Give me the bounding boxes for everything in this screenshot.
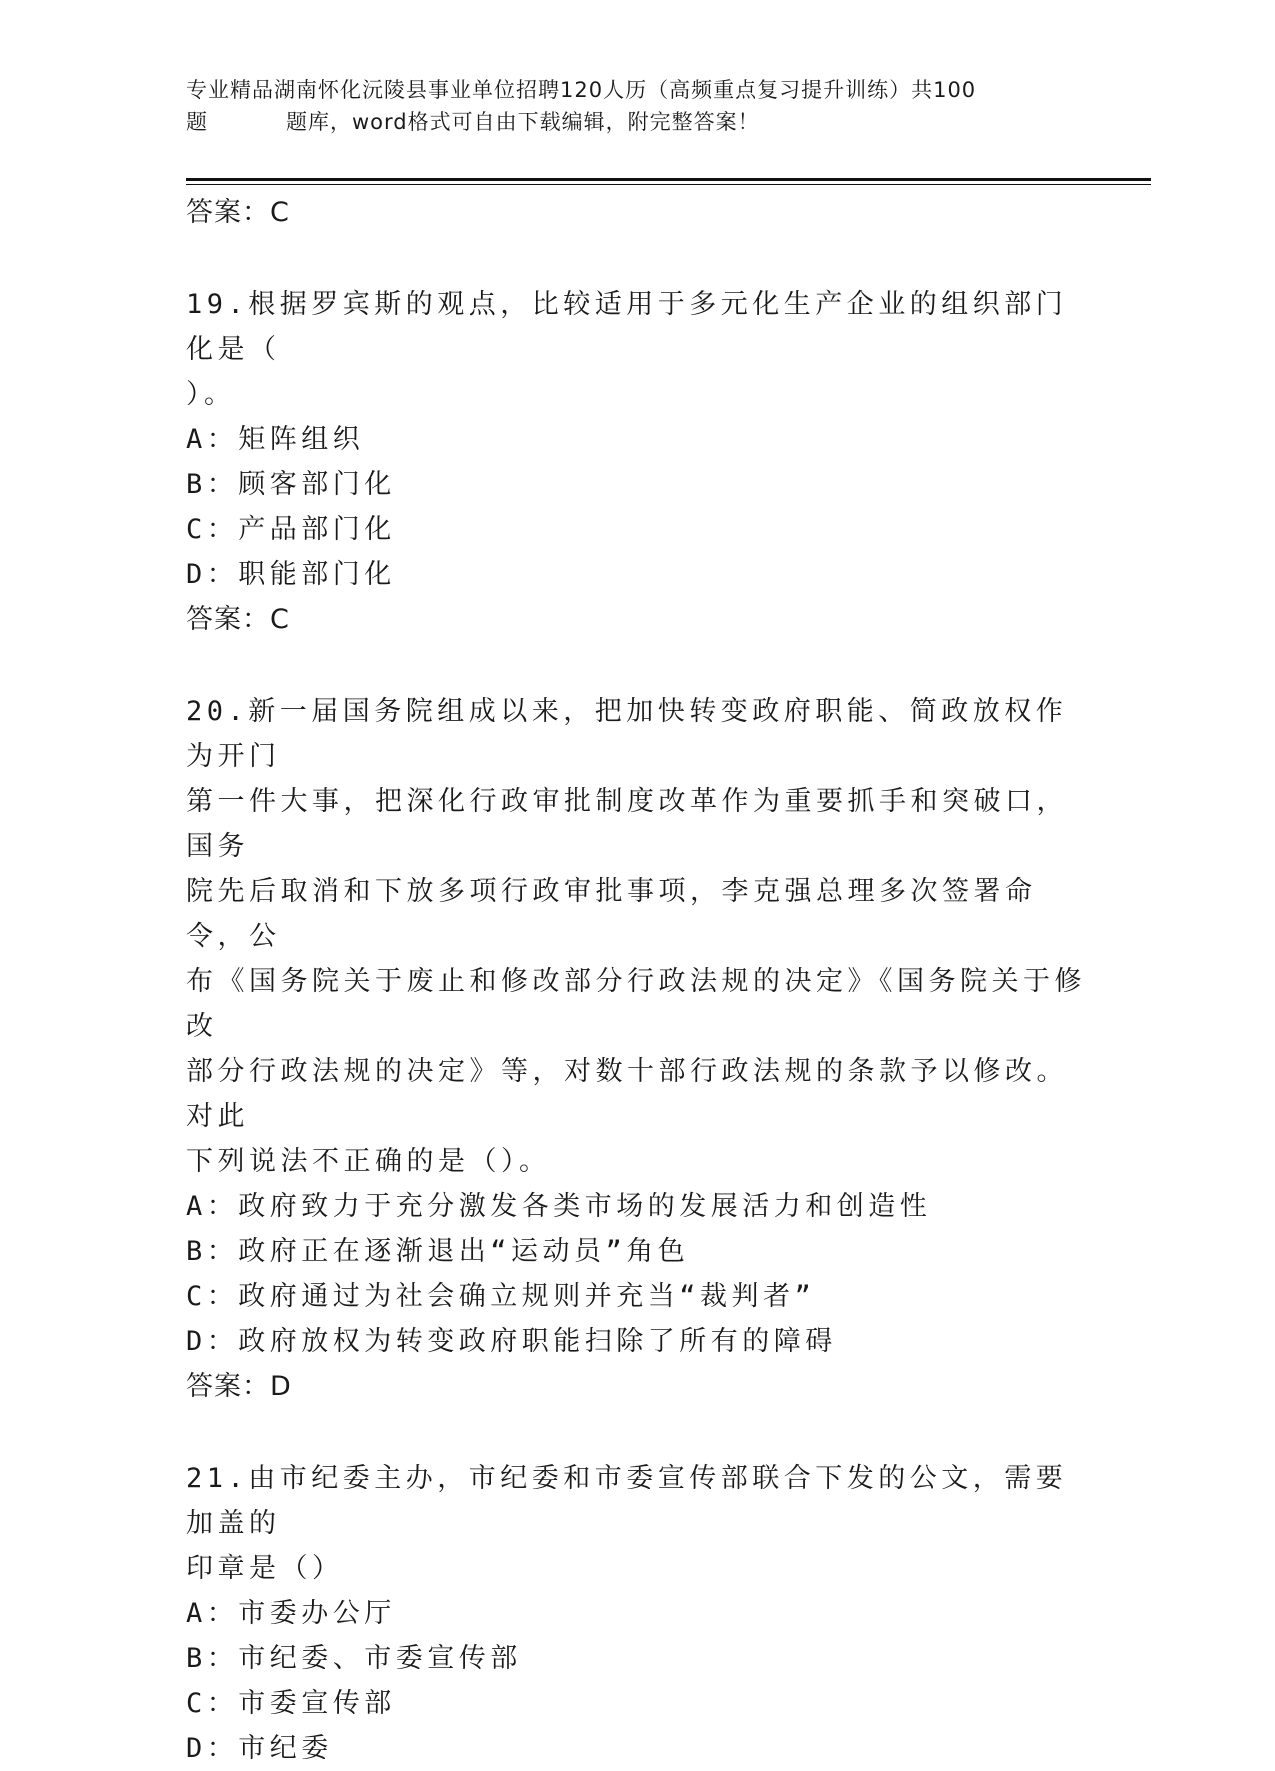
header-title-fragment: 题 xyxy=(186,110,208,134)
option-a: A：政府致力于充分激发各类市场的发展活力和创造性 xyxy=(186,1191,932,1222)
question-text-line: ）。 xyxy=(186,379,236,410)
question-text-line: 布《国务院关于废止和修改部分行政法规的决定》《国务院关于修改 xyxy=(186,966,1086,1042)
option-c: C：市委宣传部 xyxy=(186,1688,396,1719)
header-title-line-2 xyxy=(186,106,1086,138)
question-21 xyxy=(186,1456,1086,1771)
question-text-line: 21.由市纪委主办，市纪委和市委宣传部联合下发的公文，需要加盖的 xyxy=(186,1463,1068,1539)
option-d: D：市纪委 xyxy=(186,1733,333,1764)
option-d: D：政府放权为转变政府职能扫除了所有的障碍 xyxy=(186,1326,837,1357)
answer: 答案：C xyxy=(186,604,290,635)
question-20 xyxy=(186,689,1086,1410)
option-a: A：矩阵组织 xyxy=(186,424,365,455)
header-title-line-1: 专业精品湖南怀化沅陵县事业单位招聘120人历（高频重点复习提升训练）共100 xyxy=(186,78,977,102)
question-text-line: 印章是（） xyxy=(186,1553,344,1584)
question-text-line: 19.根据罗宾斯的观点，比较适用于多元化生产企业的组织部门化是（ xyxy=(186,289,1068,365)
question-list xyxy=(186,190,1086,1771)
question-text-line: 院先后取消和下放多项行政审批事项，李克强总理多次签署命令，公 xyxy=(186,876,1037,952)
question-text-line: 第一件大事，把深化行政审批制度改革作为重要抓手和突破口，国务 xyxy=(186,786,1068,862)
header-divider-thick xyxy=(186,178,1151,181)
spacer xyxy=(186,643,1086,689)
spacer xyxy=(186,1410,1086,1456)
previous-answer: 答案：C xyxy=(186,197,290,228)
answer: 答案：D xyxy=(186,1371,292,1402)
question-text-line: 下列说法不正确的是（）。 xyxy=(186,1146,551,1177)
question-text-line: 部分行政法规的决定》等，对数十部行政法规的条款予以修改。对此 xyxy=(186,1056,1068,1132)
option-b: B：市纪委、市委宣传部 xyxy=(186,1643,522,1674)
header-subtitle: 题库，word格式可自由下载编辑，附完整答案！ xyxy=(286,110,760,134)
spacer xyxy=(186,236,1086,282)
page-header xyxy=(186,74,1086,138)
option-b: B：顾客部门化 xyxy=(186,469,396,500)
header-divider-thin xyxy=(186,184,1151,185)
option-b: B：政府正在逐渐退出“运动员”角色 xyxy=(186,1236,690,1267)
option-c: C：产品部门化 xyxy=(186,514,396,545)
option-a: A：市委办公厅 xyxy=(186,1598,396,1629)
option-d: D：职能部门化 xyxy=(186,559,396,590)
question-text-line: 20.新一届国务院组成以来，把加快转变政府职能、简政放权作为开门 xyxy=(186,696,1068,772)
question-19 xyxy=(186,282,1086,643)
option-c: C：政府通过为社会确立规则并充当“裁判者” xyxy=(186,1281,816,1312)
